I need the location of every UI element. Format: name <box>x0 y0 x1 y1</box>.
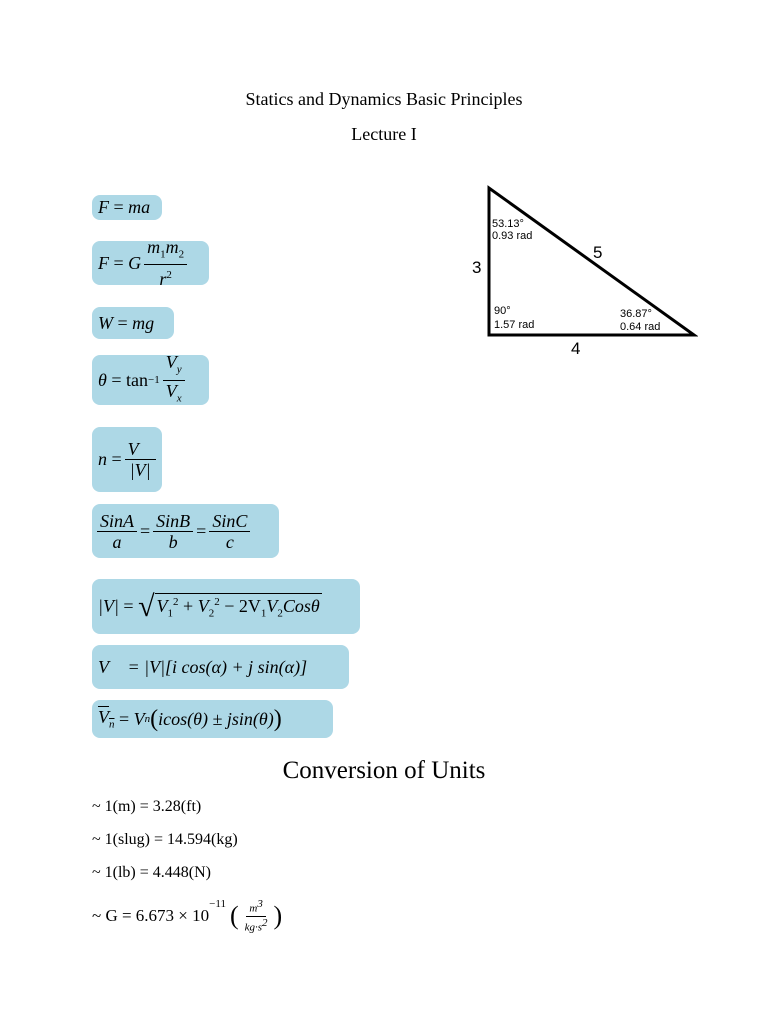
equation-newton: F = ma <box>92 195 162 220</box>
angle-fraction: $\frac{V_y}{V_x}$ <box>163 352 185 408</box>
base-angle-deg: 36.87° <box>620 308 652 320</box>
triangle-shape <box>489 188 694 335</box>
base-angle-rad: 0.64 rad <box>620 321 661 333</box>
equation-angle: θ = tan −1 $\frac{V_y}{V_x}$ <box>92 355 209 405</box>
triangle-diagram <box>470 183 698 361</box>
equation-unit-vector: n = $\frac{V⃗}{|V|}$ <box>92 427 162 492</box>
right-angle-rad: 1.57 rad <box>494 319 535 331</box>
conversion-item: ~ 1(m) = 3.28(ft) <box>92 798 202 815</box>
lecture-subtitle: Lecture I <box>351 124 417 144</box>
conversion-title: Conversion of Units <box>282 757 486 784</box>
equation-law-of-cosines: |V| = √ $V_1^2 + V_2^2 - 2V_1V_2Cos\theta$ <box>92 579 360 634</box>
top-angle-rad: 0.93 rad <box>492 230 533 242</box>
equation-gravity: F = G $\frac{m_1m_2}{r^2}$ <box>92 241 209 285</box>
equation-weight: W = mg <box>92 307 174 339</box>
equation-vector-n: $V_n$ = V n ( icos(θ) ± jsin(θ) ) <box>92 700 333 738</box>
gravity-fraction: $\frac{m_1m_2}{r^2}$ <box>144 237 187 290</box>
unit-vector-fraction: $\frac{V⃗}{|V|}$ <box>125 439 156 480</box>
conversion-item: ~ 1(slug) = 14.594(kg) <box>92 831 238 848</box>
side-vertical: 3 <box>472 258 482 277</box>
page-title: Statics and Dynamics Basic Principles <box>245 89 523 109</box>
conversion-item: ~ 1(lb) = 4.448(N) <box>92 864 211 881</box>
equation-vector: V⃗ = |V|[i cos(α) + j sin(α)] <box>92 645 349 689</box>
top-angle-deg: 53.13° <box>492 218 524 230</box>
equation-law-of-sines: $\frac{\text{SinA}}{a}$ = $\frac{\text{SinB}}{b}$ = $\frac{\text{SinC}}{c}$ <box>92 504 279 558</box>
right-angle-deg: 90° <box>494 305 511 317</box>
gravitational-constant: ~ G = 6.673 × 10 $^{-11}$ ( $\frac{m^3}{kg\cdot s^2}$ ) <box>92 898 283 934</box>
side-hypotenuse: 5 <box>593 243 603 262</box>
side-base: 4 <box>571 339 581 358</box>
